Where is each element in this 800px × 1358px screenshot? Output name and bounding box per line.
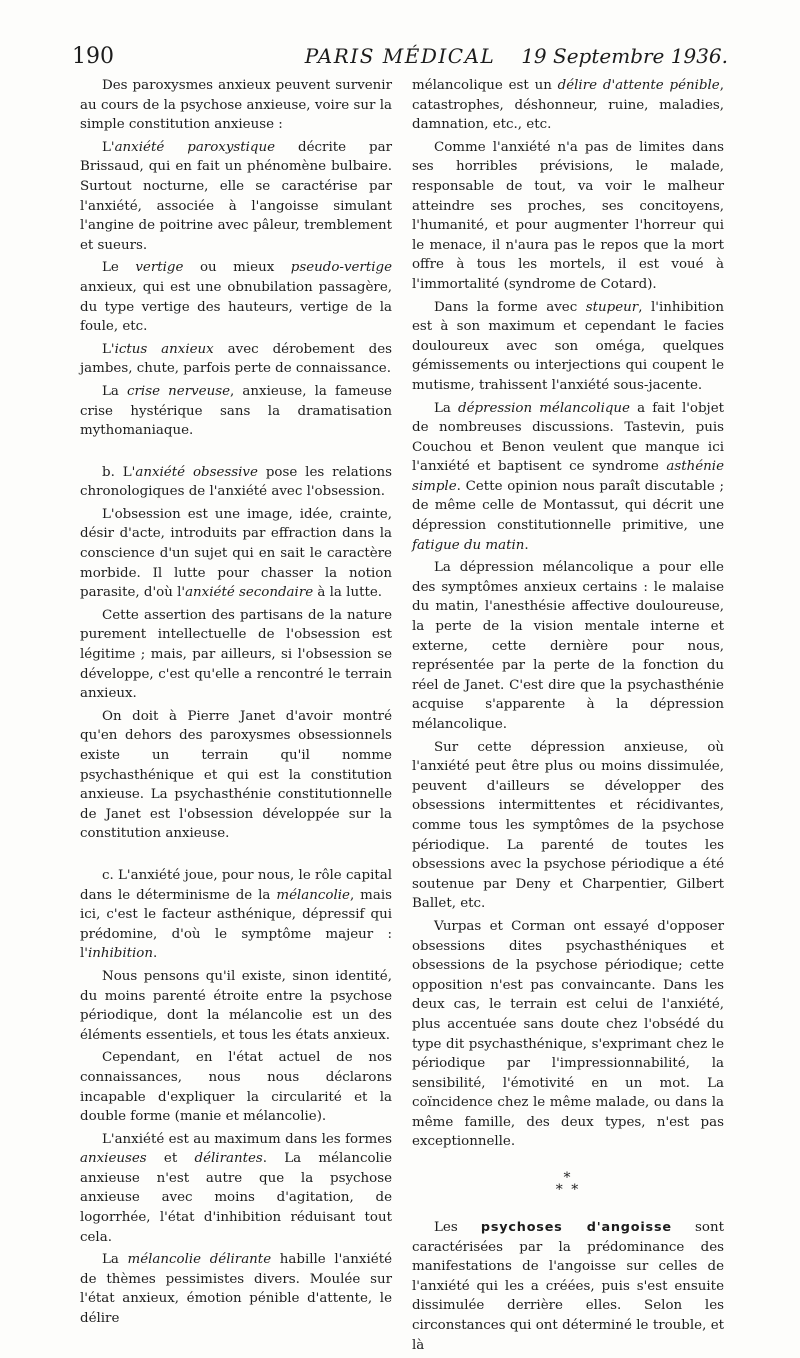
- paragraph: La dépression mélancolique a pour elle des symptômes anxieux certains : le malaise du matin, l'anesthésie affective douloureuse, la perte de la vision mentale interne et externe, cette dernière pour nous, représentée par la perte de la fonction du réel de Janet. C'est dire que la psychasthénie acquise s'apparente à la dépression mélancolique.: [412, 560, 724, 732]
- paragraph: Dans la forme avec stupeur, l'inhibition est à son maximum et cependant le facies douloureux avec son oméga, quelques gémissements ou interjections qui coupent le mutisme, trahissent l'anxiété sous-jacente.: [412, 299, 724, 393]
- paragraph: L'obsession est une image, idée, crainte, désir d'acte, introduits par effraction dans la conscience d'un sujet qui en sait le caractère morbide. Il lutte pour chasser la notion parasite, d'où l'anxiété secondaire à la lutte.: [80, 506, 392, 601]
- section-c-paragraph: c. L'anxiété joue, pour nous, le rôle capital dans le déterminisme de la mélancolie, mais ici, c'est le facteur asthénique, dépressif qui prédomine, d'où le symptôme majeur : l'inhibition.: [80, 867, 392, 962]
- paragraph: On doit à Pierre Janet d'avoir montré qu'en dehors des paroxysmes obsessionnels existe un terrain qu'il nomme psychasthénique et qui est la constitution anxieuse. La psychasthénie constitutionnelle de Janet est l'obsession développée sur la constitution anxieuse.: [80, 708, 392, 842]
- page-header: [72, 40, 728, 74]
- paragraph: La mélancolie délirante habille l'anxiété de thèmes pessimistes divers. Moulée sur l'état anxieux, émotion pénible d'attente, le délire: [80, 1252, 392, 1327]
- issue-date: 19 Septembre 1936.: [521, 44, 728, 68]
- paragraph: Cependant, en l'état actuel de nos connaissances, nous nous déclarons incapable d'expliquer la circularité et la double forme (manie et mélancolie).: [80, 1050, 392, 1125]
- paragraph: La dépression mélancolique a fait l'objet de nombreuses discussions. Tastevin, puis Couchou et Benon veulent que manque ici l'anxiété et baptisent ce syndrome asthénie simple. Cette opinion nous paraît discutable ; de même celle de Montassut, qui décrit une dépression constitutionnelle primitive, une fatigue du matin.: [412, 400, 724, 553]
- paragraph: Cette assertion des partisans de la nature purement intellectuelle de l'obsession est légitime ; mais, par ailleurs, si l'obsession se développe, c'est qu'elle a rencontré le terrain anxieux.: [80, 607, 392, 702]
- paragraph-continued: mélancolique est un délire d'attente pénible, catastrophes, déshonneur, ruine, maladies, damnation, etc., etc.: [412, 78, 724, 133]
- section-separator: * * *: [555, 1170, 581, 1199]
- right-column: [412, 76, 724, 1358]
- paragraph: Comme l'anxiété n'a pas de limites dans ses horribles prévisions, le malade, responsable de tout, va voir le malheur atteindre ses proches, ses concitoyens, l'humanité, et pour augmenter l'horreur qui le menace, il n'aura pas le repos que la mort offre à tous les mortels, il est voué à l'immortalité (syndrome de Cotard).: [412, 139, 724, 292]
- paragraph: Le vertige ou mieux pseudo-vertige anxieux, qui est une obnubilation passagère, du type vertige des hauteurs, vertige de la foule, etc.: [80, 260, 392, 335]
- left-column: [80, 76, 392, 1332]
- paragraph: La crise nerveuse, anxieuse, la fameuse crise hystérique sans la dramatisation mythomaniaque.: [80, 383, 392, 439]
- paragraph: L'anxiété paroxystique décrite par Brissaud, qui en fait un phénomène bulbaire. Surtout nocturne, elle se caractérise par l'anxiété, associée à l'angoisse simulant l'angine de poitrine avec pâleur, tremblement et sueurs.: [80, 139, 392, 253]
- paragraph: L'ictus anxieux avec dérobement des jambes, chute, parfois perte de connaissance.: [80, 341, 392, 377]
- paragraph: Les psychoses d'angoisse sont caractérisées par la prédominance des manifestations de l'angoisse sur celles de l'anxiété qui les a créées, puis s'est ensuite dissimulée derrière elles. Selon les circonstances qui ont déterminé le trouble, et là: [412, 1220, 724, 1353]
- section-b-paragraph: b. L'anxiété obsessive pose les relations chronologiques de l'anxiété avec l'obsession.: [80, 464, 392, 500]
- journal-title: PARIS MÉDICAL: [304, 44, 496, 68]
- paragraph: Sur cette dépression anxieuse, où l'anxiété peut être plus ou moins dissimulée, peuvent d'ailleurs se développer des obsessions intermittentes et récidivantes, comme tous les symptômes de la psychose périodique. La parenté de toutes les obsessions avec la psychose périodique a été soutenue par Deny et Charpentier, Gilbert Ballet, etc.: [412, 739, 724, 912]
- paragraph: Des paroxysmes anxieux peuvent survenir au cours de la psychose anxieuse, voire sur la simple constitution anxieuse :: [80, 78, 392, 133]
- paragraph: Vurpas et Corman ont essayé d'opposer obsessions dites psychasthéniques et obsessions de la psychose périodique; cette opposition n'est pas convaincante. Dans les deux cas, le terrain est celui de l'anxiété, plus accentuée sans doute chez l'obsédé du type dit psychasthénique, s'exprimant chez le périodique par l'impressionnabilité, la sensibilité, l'émotivité en un mot. La coïncidence chez le même malade, ou dans la même famille, des deux types, n'est pas exceptionnelle.: [412, 918, 724, 1150]
- page-number: 190: [72, 44, 114, 69]
- paragraph: L'anxiété est au maximum dans les formes anxieuses et délirantes. La mélancolie anxieuse n'est autre que la psychose anxieuse avec moins d'agitation, de logorrhée, l'état d'inhibition réduisant tout cela.: [80, 1131, 392, 1245]
- paragraph: Nous pensons qu'il existe, sinon identité, du moins parenté étroite entre la psychose périodique, dont la mélancolie est un des éléments essentiels, et tous les états anxieux.: [80, 968, 392, 1043]
